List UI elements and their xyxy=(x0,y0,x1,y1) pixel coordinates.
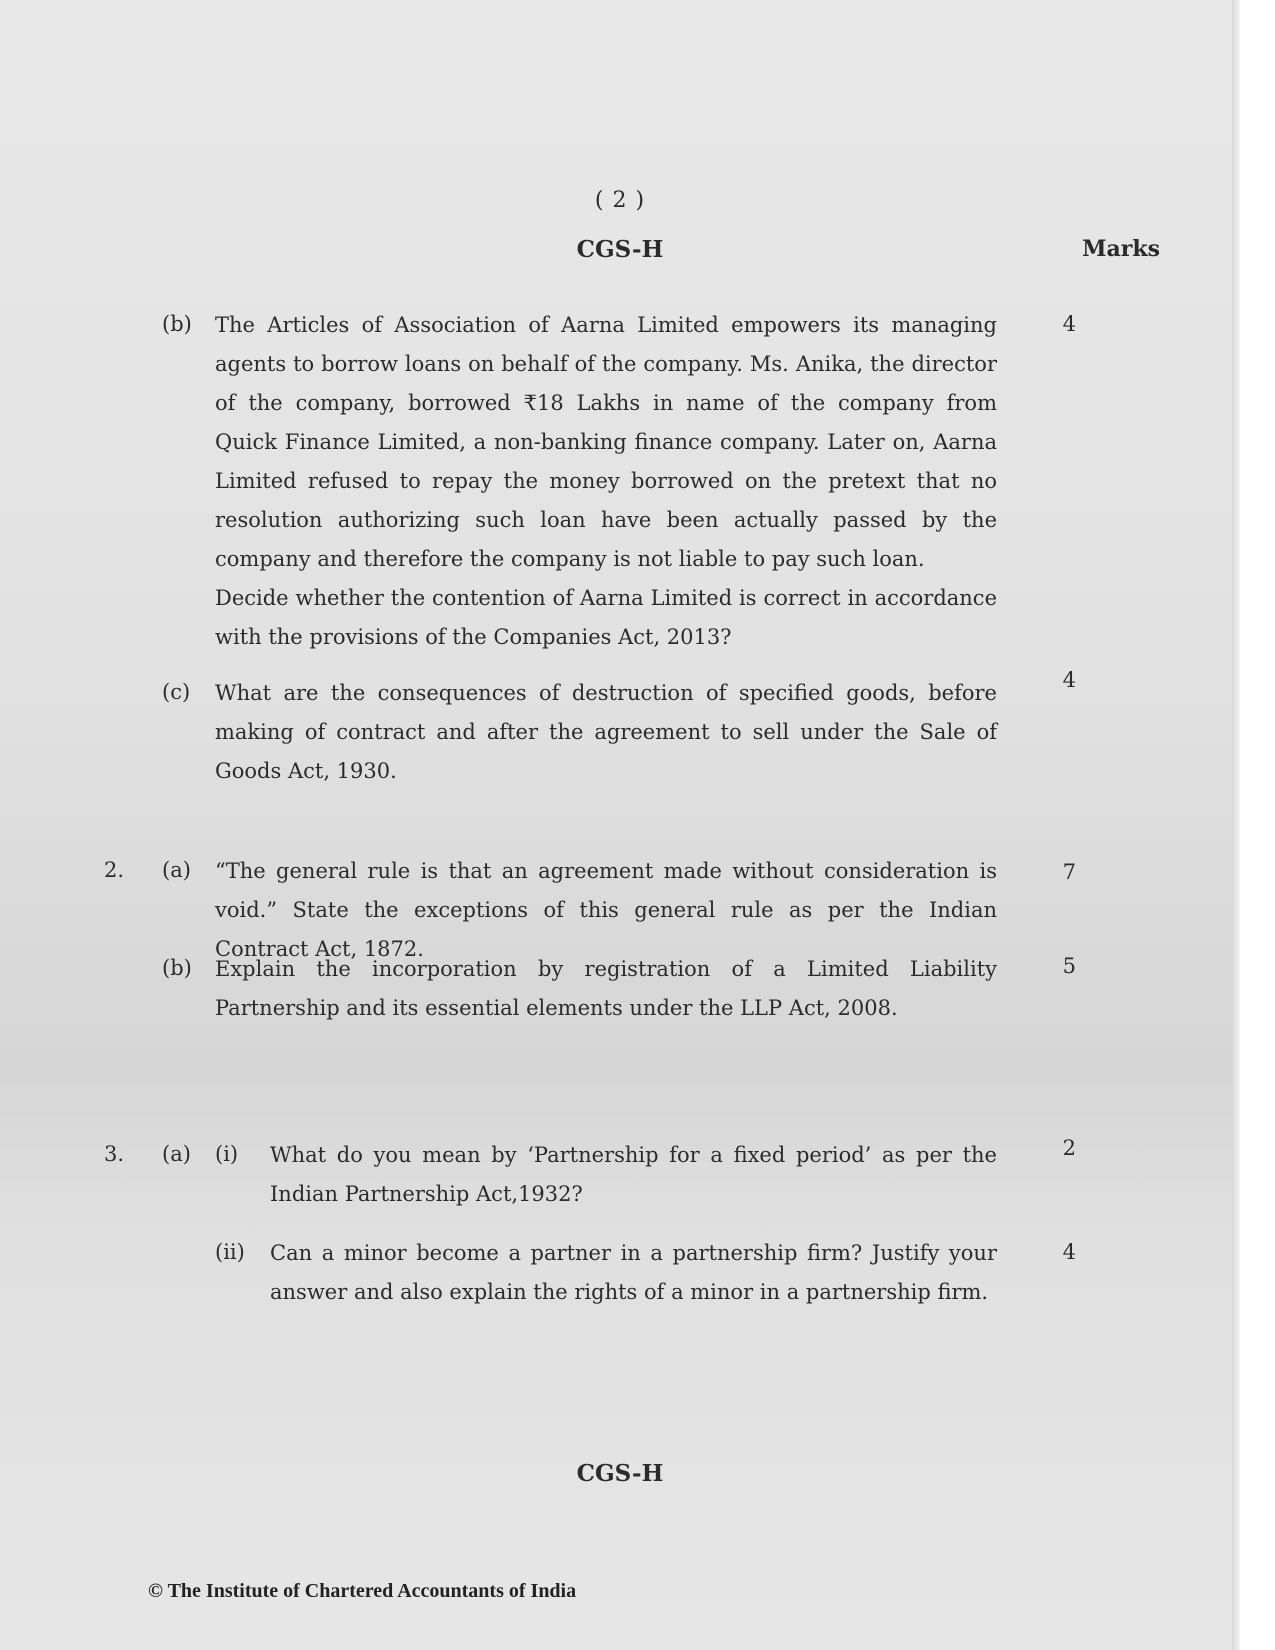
question-2b-text xyxy=(215,950,997,1028)
question-3a-i-paragraph-1: What do you mean by ‘Partnership for a fixed period’ as per the Indian Partnership Act,1932? xyxy=(270,1143,997,1206)
copyright-notice: © The Institute of Chartered Accountants of India xyxy=(148,1580,577,1602)
question-2-number: 2. xyxy=(104,858,125,882)
question-2b-paragraph-1: Explain the incorporation by registration of a Limited Liability Partnership and its essential elements under the LLP Act, 2008. xyxy=(215,957,997,1020)
paper-code-footer: CGS-H xyxy=(576,1460,664,1487)
paper-code-header: CGS-H xyxy=(576,236,664,263)
question-3a-i-marks: 2 xyxy=(1062,1136,1076,1160)
question-3a-ii-text xyxy=(270,1234,997,1312)
question-1c-marks: 4 xyxy=(1062,668,1076,692)
question-3a-i-text xyxy=(270,1136,997,1214)
question-3a-ii-paragraph-1: Can a minor become a partner in a partnership firm? Justify your answer and also explain the rights of a minor in a partnership firm. xyxy=(270,1241,997,1304)
question-2a-paragraph-1: “The general rule is that an agreement made without consideration is void.” State the exceptions of this general rule as per the Indian Contract Act, 1872. xyxy=(215,859,997,961)
question-3a-ii-label: (ii) xyxy=(215,1240,245,1264)
question-1b-paragraph-1: The Articles of Association of Aarna Limited empowers its managing agents to borrow loans on behalf of the company. Ms. Anika, the director of the company, borrowed ₹18 Lakhs in name of the company from Quick Finance Limited, a non-banking finance company. Later on, Aarna Limited refused to repay the money borrowed on the pretext that no resolution authorizing such loan have been actually passed by the company and therefore the company is not liable to pay such loan. xyxy=(215,313,997,571)
question-1b-text xyxy=(215,306,997,657)
question-1b-paragraph-2: Decide whether the contention of Aarna Limited is correct in accordance with the provisions of the Companies Act, 2013? xyxy=(215,586,997,649)
page-number: ( 2 ) xyxy=(594,188,646,213)
question-2b-marks: 5 xyxy=(1062,954,1076,978)
question-2a-marks: 7 xyxy=(1062,860,1076,884)
question-3-number: 3. xyxy=(104,1142,125,1166)
question-3a-label: (a) xyxy=(162,1142,191,1166)
question-3a-ii-marks: 4 xyxy=(1062,1240,1076,1264)
question-1c-label: (c) xyxy=(162,680,191,704)
question-1c-text xyxy=(215,674,997,791)
question-2a-label: (a) xyxy=(162,858,191,882)
marks-column-header: Marks xyxy=(1082,236,1160,262)
question-1c-paragraph-1: What are the consequences of destruction of specified goods, before making of contract and after the agreement to sell under the Sale of Goods Act, 1930. xyxy=(215,681,997,783)
question-3a-i-label: (i) xyxy=(215,1142,239,1166)
page-edge xyxy=(1232,0,1240,1650)
question-1b-marks: 4 xyxy=(1062,312,1076,336)
question-1b-label: (b) xyxy=(162,312,192,336)
question-2b-label: (b) xyxy=(162,956,192,980)
